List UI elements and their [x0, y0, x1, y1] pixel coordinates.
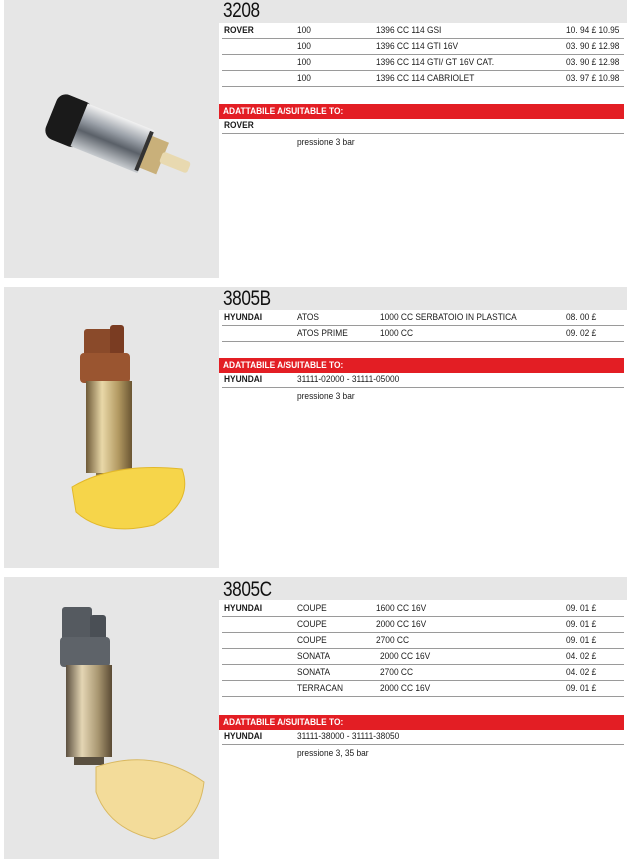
application-table — [222, 310, 624, 342]
suitable-to-bar: ADATTABILE A/SUITABLE TO: — [219, 715, 624, 730]
application-table — [222, 601, 624, 697]
header-band — [219, 577, 627, 600]
suitable-section — [222, 373, 624, 404]
table-row: HYUNDAI ATOS 1000 CC SERBATOIO IN PLASTICA 08. 00 £ — [222, 310, 624, 326]
suitable-row: ROVER — [222, 119, 624, 134]
table-row: SONATA 2700 CC 04. 02 £ — [222, 665, 624, 681]
suitable-section — [222, 730, 624, 761]
table-row: ATOS PRIME 1000 CC 09. 02 £ — [222, 326, 624, 342]
product-code: 3805C — [223, 578, 272, 601]
suitable-to-bar: ADATTABILE A/SUITABLE TO: — [219, 358, 624, 373]
pressure-note: pressione 3 bar — [297, 137, 355, 148]
header-band — [219, 287, 627, 310]
suitable-to-bar: ADATTABILE A/SUITABLE TO: — [219, 104, 624, 119]
table-row: COUPE 2000 CC 16V 09. 01 £ — [222, 617, 624, 633]
table-row: COUPE 2700 CC 09. 01 £ — [222, 633, 624, 649]
pressure-note: pressione 3, 35 bar — [297, 748, 369, 759]
product-image-panel — [4, 577, 219, 859]
table-row: TERRACAN 2000 CC 16V 09. 01 £ — [222, 681, 624, 697]
product-code: 3805B — [223, 287, 271, 310]
fuel-pump-image-3805b — [4, 287, 219, 568]
product-image-panel — [4, 0, 219, 278]
suitable-row: HYUNDAI 31111-02000 - 31111-05000 — [222, 373, 624, 388]
header-band — [219, 0, 627, 23]
table-row: 100 1396 CC 114 CABRIOLET 03. 97 £ 10.98 — [222, 71, 624, 87]
table-row: ROVER 100 1396 CC 114 GSI 10. 94 £ 10.95 — [222, 23, 624, 39]
table-row: 100 1396 CC 114 GTI 16V 03. 90 £ 12.98 — [222, 39, 624, 55]
table-row: 100 1396 CC 114 GTI/ GT 16V CAT. 03. 90 £ 12.98 — [222, 55, 624, 71]
table-row: HYUNDAI COUPE 1600 CC 16V 09. 01 £ — [222, 601, 624, 617]
suitable-section — [222, 119, 624, 150]
application-table — [222, 23, 624, 87]
pressure-note: pressione 3 bar — [297, 391, 355, 402]
suitable-row: HYUNDAI 31111-38000 - 31111-38050 — [222, 730, 624, 745]
product-image-panel — [4, 287, 219, 568]
product-code: 3208 — [223, 0, 260, 22]
table-row: SONATA 2000 CC 16V 04. 02 £ — [222, 649, 624, 665]
fuel-pump-image-3805c — [4, 577, 219, 859]
fuel-pump-image-3208 — [4, 0, 219, 278]
